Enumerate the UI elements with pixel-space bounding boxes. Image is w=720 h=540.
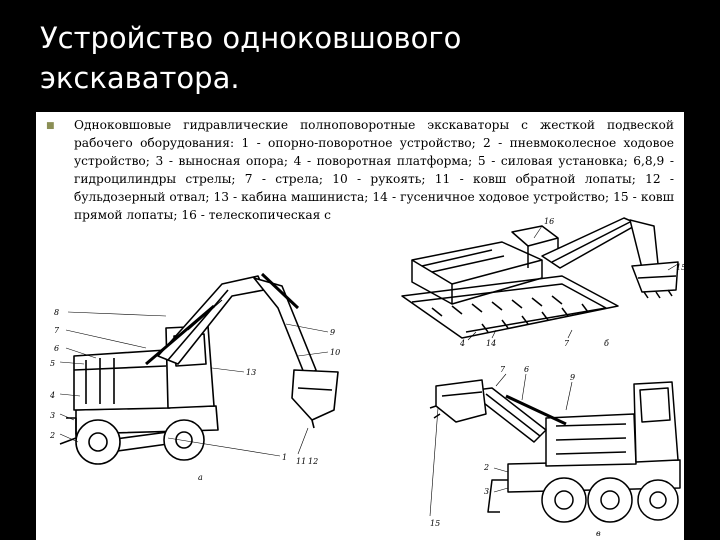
figure-caption: Одноковшовые гидравлические полноповоротные экскаваторы с жесткой подвеской рабочего оборудования: 1 - опорно-поворотное устройство; 2 - пневмоколесное ходовое устройство; 3 - выносная опора; 4 - поворотная платформа; 5 - силовая установка; 6,8,9 - гидроцилиндры стрелы; 7 - стрела; 10 - рукоять; 11 - ковш обратной лопаты; 12 - бульдозерный отвал; 13 - кабина машиниста; 14 - гусеничное ходовое устройство; 15 - ковш прямой лопаты; 16 - телескопическая с [74, 118, 674, 222]
figure-c-label-7: 7 [500, 365, 506, 374]
figure-b-letter: б [604, 339, 609, 348]
figure-b-label-14: 14 [486, 339, 497, 348]
title-band [0, 0, 720, 112]
slide-title [40, 18, 680, 98]
figure-a-label-8: 8 [54, 308, 60, 317]
figure-b-label-16: 16 [544, 217, 555, 226]
figure-a-wheeled-backhoe-excavator [46, 260, 346, 488]
title-line-2: экскаватора. [40, 61, 240, 95]
title-line-1: Устройство одноковшового [40, 21, 462, 55]
figure-c-label-9: 9 [570, 373, 576, 382]
figure-a-label-7: 7 [54, 326, 60, 335]
figure-c-label-2: 2 [484, 463, 490, 472]
figure-a-label-9: 9 [330, 328, 336, 337]
figure-b-crawler-shovel-excavator [392, 212, 687, 348]
figure-c-label-3: 3 [484, 487, 490, 496]
figure-c-wheeled-shovel-excavator [396, 360, 684, 540]
figure-a-label-6: 6 [54, 344, 60, 353]
figure-a-label-12: 12 [308, 457, 319, 466]
figure-c-label-6: 6 [524, 365, 530, 374]
figure-a-label-1: 1 [282, 453, 288, 462]
figure-c-letter: в [596, 529, 601, 538]
figure-b-label-4: 4 [460, 339, 466, 348]
figure-b-label-15: 15 [676, 263, 687, 272]
slide-content [36, 112, 687, 540]
figure-a-label-3: 3 [50, 411, 56, 420]
figure-a-label-2: 2 [50, 431, 56, 440]
figure-a-label-11: 11 [296, 457, 307, 466]
figure-a-label-10: 10 [330, 348, 341, 357]
figure-a-letter: а [198, 473, 203, 482]
figure-c-label-15: 15 [430, 519, 441, 528]
bullet-marker-icon: ■ [46, 121, 55, 131]
figure-b-label-7: 7 [564, 339, 570, 348]
figure-a-label-13: 13 [246, 368, 257, 377]
figure-a-label-5: 5 [50, 359, 56, 368]
figure-a-label-4: 4 [50, 391, 56, 400]
